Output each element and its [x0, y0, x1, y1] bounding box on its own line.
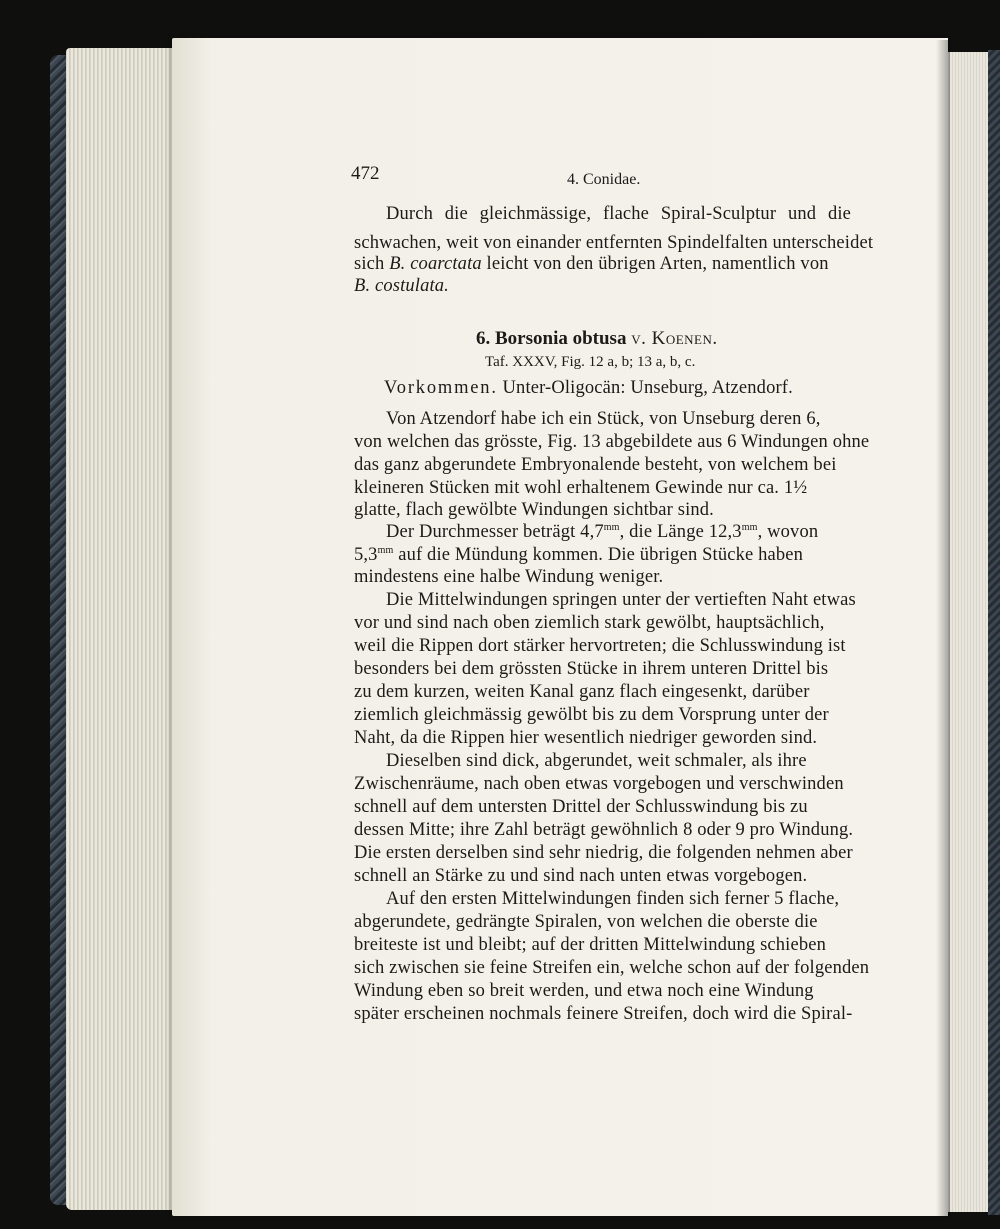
unit-mm: mm: [377, 545, 394, 556]
text-line: [354, 545, 803, 566]
text-line: zu dem kurzen, weiten Kanal ganz flach eingesenkt, darüber: [354, 682, 810, 702]
text-line: Die Mittelwindungen springen unter der vertieften Naht etwas: [386, 590, 856, 610]
species-title-author: v. Koenen.: [631, 328, 718, 349]
text-line: später erscheinen nochmals feinere Streifen, doch wird die Spiral-: [354, 1004, 853, 1024]
text-fragment: 5,3: [354, 545, 378, 566]
text-line: Die ersten derselben sind sehr niedrig, die folgenden nehmen aber: [354, 843, 853, 863]
text-fragment: , wovon: [757, 522, 819, 543]
text-line: besonders bei dem grössten Stücke in ihrem unteren Drittel bis: [354, 659, 829, 679]
text-line: mindestens eine halbe Windung weniger.: [354, 567, 664, 587]
text-fragment: sich: [354, 254, 385, 274]
text-line: kleineren Stücken mit wohl erhaltenem Gewinde nur ca. 1½: [354, 478, 808, 498]
text-fragment: leicht von den übrigen Arten, namentlich von: [486, 254, 829, 274]
occurrence-text: Unter-Oligocän: Unseburg, Atzendorf.: [502, 378, 793, 398]
occurrence-line: [384, 378, 793, 399]
text-line: von welchen das grösste, Fig. 13 abgebildete aus 6 Windungen ohne: [354, 432, 870, 452]
text-fragment: Der Durchmesser beträgt 4,7: [386, 522, 604, 543]
text-line: Windung eben so breit werden, und etwa noch eine Windung: [354, 981, 814, 1001]
text-line: vor und sind nach oben ziemlich stark gewölbt, hauptsächlich,: [354, 613, 825, 633]
text-line: Dieselben sind dick, abgerundet, weit schmaler, als ihre: [386, 751, 807, 771]
unit-mm: mm: [603, 522, 620, 533]
text-fragment: auf die Mündung kommen. Die übrigen Stücke haben: [393, 545, 804, 566]
text-line: Durch die gleichmässige, flache Spiral-Sculptur und die: [386, 204, 851, 224]
text-line: Auf den ersten Mittelwindungen finden sich ferner 5 flache,: [386, 889, 840, 909]
page-number: 472: [351, 163, 380, 184]
text-line: weil die Rippen dort stärker hervortreten; die Schlusswindung ist: [354, 636, 846, 656]
occurrence-label: Vorkommen.: [384, 378, 498, 398]
text-line: [386, 522, 818, 543]
text-line: Zwischenräume, nach oben etwas vorgebogen und verschwinden: [354, 774, 844, 794]
text-line: schnell auf dem untersten Drittel der Schlusswindung bis zu: [354, 797, 808, 817]
text-line: schnell an Stärke zu und sind nach unten etwas vorgebogen.: [354, 866, 808, 886]
text-line: sich zwischen sie feine Streifen ein, welche schon auf der folgenden: [354, 958, 870, 978]
species-name: B. costulata.: [354, 276, 449, 296]
text-line: Von Atzendorf habe ich ein Stück, von Unseburg deren 6,: [386, 409, 821, 429]
text-line: ziemlich gleichmässig gewölbt bis zu dem Vorsprung unter der: [354, 705, 829, 725]
text-line: breiteste ist und bleibt; auf der dritten Mittelwindung schieben: [354, 935, 826, 955]
species-title-name: 6. Borsonia obtusa: [476, 328, 627, 349]
unit-mm: mm: [741, 522, 758, 533]
text-line: Naht, da die Rippen hier wesentlich niedriger geworden sind.: [354, 728, 818, 748]
text-line: glatte, flach gewölbte Windungen sichtbar sind.: [354, 500, 714, 520]
plate-reference: Taf. XXXV, Fig. 12 a, b; 13 a, b, c.: [485, 354, 696, 370]
species-name: B. coarctata: [389, 254, 482, 274]
text-fragment: , die Länge 12,3: [619, 522, 742, 543]
text-line: abgerundete, gedrängte Spiralen, von welchen die oberste die: [354, 912, 818, 932]
page-gutter: [936, 40, 950, 1216]
text-line: dessen Mitte; ihre Zahl beträgt gewöhnlich 8 oder 9 pro Windung.: [354, 820, 854, 840]
book-cover-right: [988, 50, 1000, 1215]
running-header: 4. Conidae.: [567, 171, 641, 188]
text-line: schwachen, weit von einander entfernten Spindelfalten unterscheidet: [354, 233, 874, 253]
text-line: das ganz abgerundete Embryonalende besteht, von welchem bei: [354, 455, 837, 475]
text-line: [354, 254, 829, 275]
species-title: [476, 328, 718, 350]
page-edges-left: [66, 48, 176, 1210]
